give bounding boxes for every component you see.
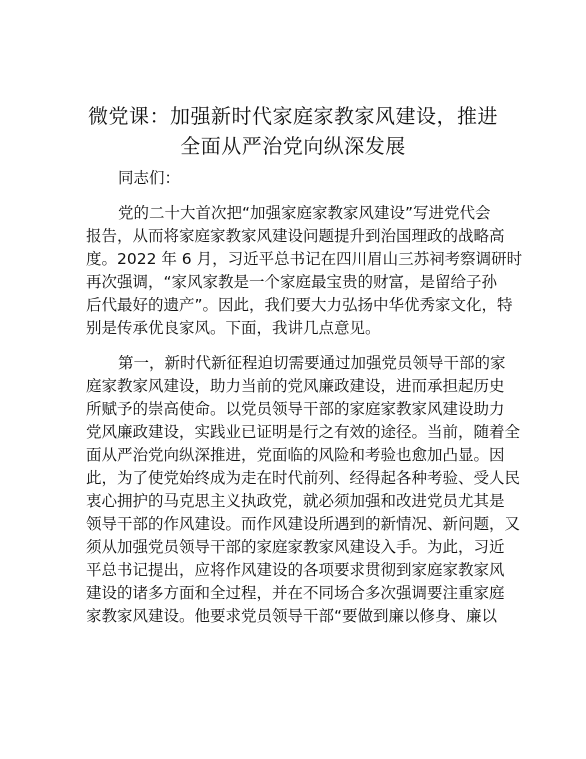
paragraph-line: 度。2022 年 6 月，习近平总书记在四川眉山三苏祠考察调研时: [86, 250, 523, 268]
paragraph-line: 此，为了使党始终成为走在时代前列、经得起各种考验、受人民: [86, 469, 521, 487]
paragraph-line: 平总书记提出，应将作风建设的各项要求贯彻到家庭家教家风: [86, 561, 505, 579]
paragraph-line: 面从严治党向纵深推进，党面临的风险和考验也愈加凸显。因: [86, 446, 505, 464]
paragraph-line: 所赋予的崇高使命。以党员领导干部的家庭家教家风建设助力: [86, 400, 505, 418]
document-title: [80, 101, 506, 161]
paragraph-line: 别是传承优良家风。下面，我讲几点意见。: [86, 319, 381, 337]
paragraph-line: 须从加强党员领导干部的家庭家教家风建设入手。为此，习近: [86, 538, 505, 556]
paragraph-2: [86, 352, 521, 628]
paragraph-line: 领导干部的作风建设。而作风建设所遇到的新情况、新问题，又: [86, 515, 521, 533]
paragraph-line: 党的二十大首次把“加强家庭家教家风建设”写进党代会: [118, 204, 491, 222]
paragraph-line: 建设的诸多方面和全过程，并在不同场合多次强调要注重家庭: [86, 584, 505, 602]
salutation-text: 同志们：: [118, 169, 181, 187]
paragraph-line: 报告，从而将家庭家教家风建设问题提升到治国理政的战略高: [86, 227, 505, 245]
paragraph-line: 第一，新时代新征程迫切需要通过加强党员领导干部的家: [118, 354, 506, 372]
paragraph-line: 后代最好的遗产”。因此，我们要大力弘扬中华优秀家文化，特: [86, 296, 513, 314]
paragraph-line: 家教家风建设。他要求党员领导干部“要做到廉以修身、廉以: [86, 607, 498, 625]
paragraph-line: 党风廉政建设，实践业已证明是行之有效的途径。当前，随着全: [86, 423, 521, 441]
title-line: 微党课：加强新时代家庭家教家风建设，推进: [88, 104, 498, 128]
title-line: 全面从严治党向纵深发展: [180, 134, 406, 158]
paragraph-line: 再次强调，“家风家教是一个家庭最宝贵的财富，是留给子孙: [86, 273, 498, 291]
salutation: [86, 167, 500, 190]
paragraph-1: [86, 202, 523, 340]
paragraph-line: 庭家教家风建设，助力当前的党风廉政建设，进而承担起历史: [86, 377, 505, 395]
paragraph-line: 衷心拥护的马克思主义执政党，就必须加强和改进党员尤其是: [86, 492, 505, 510]
